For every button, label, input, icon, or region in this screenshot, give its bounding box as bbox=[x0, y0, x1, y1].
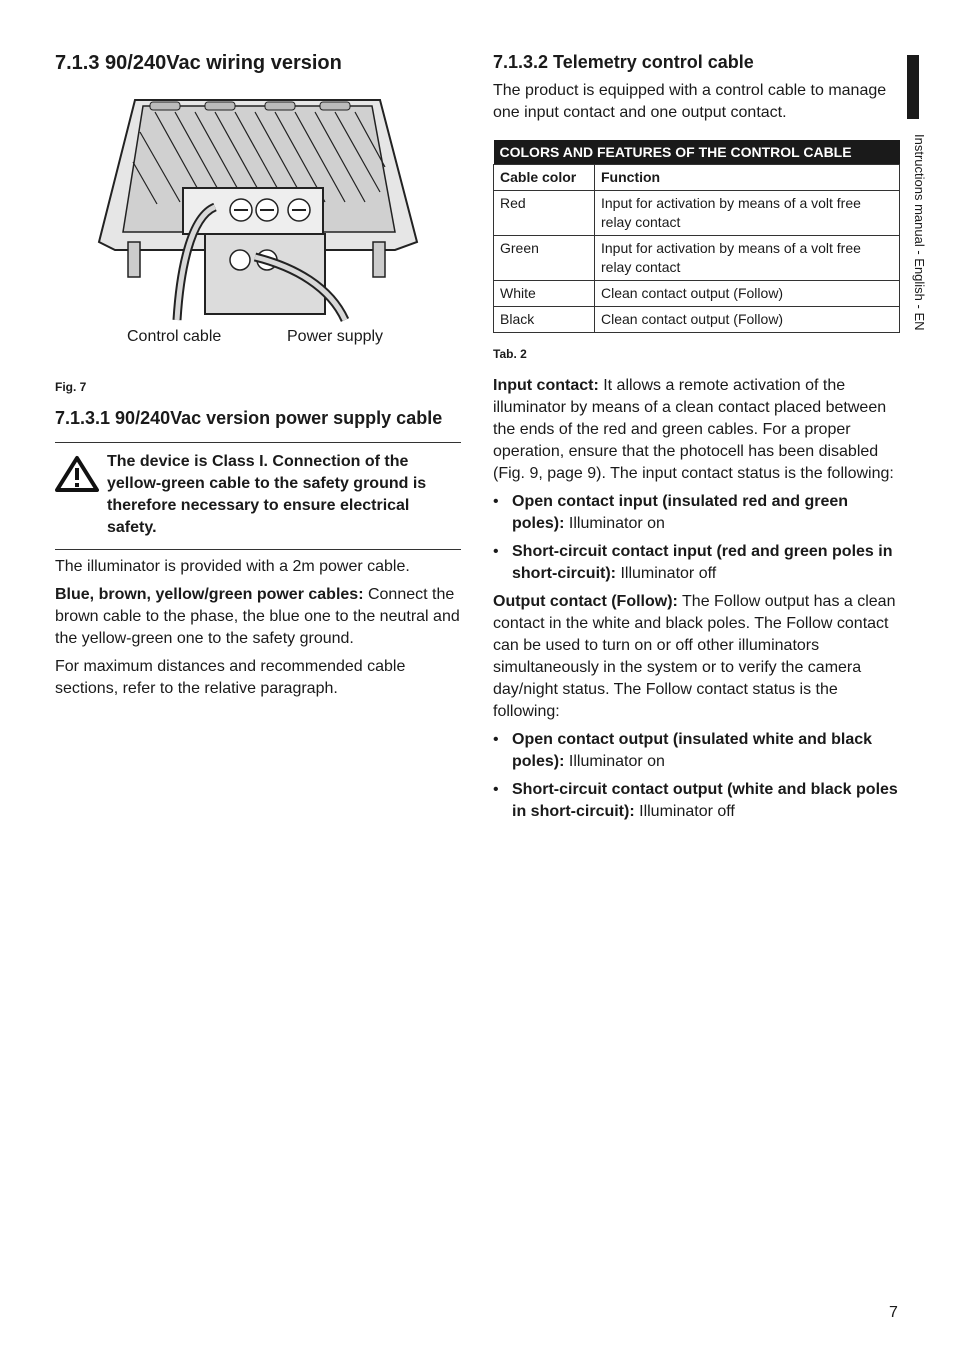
output-contact-text: The Follow output has a clean contact in the white and black poles. The Follow contact can be used to turn on or off other illuminators simultaneously in the system or to verify the camera day/night status. The Follow contact status is the following: bbox=[493, 593, 896, 720]
figure-label: Fig. 7 bbox=[55, 380, 87, 394]
table-header-cable-color: Cable color bbox=[494, 165, 595, 191]
table-row bbox=[494, 236, 900, 281]
input-contact-lead: Input contact: bbox=[493, 377, 599, 394]
table-cell-color: White bbox=[494, 281, 595, 307]
list-item-text: Illuminator on bbox=[564, 515, 665, 532]
section-title-telemetry: 7.1.3.2 Telemetry control cable bbox=[493, 52, 754, 72]
list-item-bold: Short-circuit contact output (white and black poles in short-circuit): bbox=[512, 781, 898, 820]
figure-7 bbox=[55, 92, 461, 352]
paragraph-power-cables bbox=[55, 584, 461, 650]
list-item bbox=[493, 779, 900, 823]
paragraph-max-distances: For maximum distances and recommended cable sections, refer to the relative paragraph. bbox=[55, 658, 406, 697]
section-title-wiring: 7.1.3 90/240Vac wiring version bbox=[55, 52, 342, 74]
paragraph-power-cables-lead: Blue, brown, yellow/green power cables: bbox=[55, 586, 364, 603]
input-contact-list bbox=[493, 491, 900, 585]
output-contact-list bbox=[493, 729, 900, 823]
list-item-bold: Open contact input (insulated red and green poles): bbox=[512, 493, 849, 532]
table-header-function: Function bbox=[595, 165, 900, 191]
table-label: Tab. 2 bbox=[493, 347, 527, 361]
list-item-bold: Open contact output (insulated white and black poles): bbox=[512, 731, 873, 770]
paragraph-input-contact bbox=[493, 375, 900, 485]
bullet: • bbox=[493, 731, 499, 748]
figure-caption-power-supply: Power supply bbox=[287, 328, 384, 345]
control-cable-table bbox=[493, 140, 900, 333]
list-item-text: Illuminator off bbox=[616, 565, 717, 582]
bullet: • bbox=[493, 543, 499, 560]
list-item bbox=[493, 729, 900, 773]
table-cell-function: Input for activation by means of a volt free relay contact bbox=[595, 191, 900, 236]
table-row bbox=[494, 191, 900, 236]
subsection-title-power-cable: 7.1.3.1 90/240Vac version power supply cable bbox=[55, 408, 443, 428]
table-cell-function: Clean contact output (Follow) bbox=[595, 281, 900, 307]
paragraph-power-cable-length: The illuminator is provided with a 2m power cable. bbox=[55, 558, 410, 575]
table-cell-color: Black bbox=[494, 307, 595, 333]
paragraph-power-cables-text: Connect the brown cable to the phase, the blue one to the neutral and the yellow-green one to the safety ground. bbox=[55, 586, 460, 647]
output-contact-lead: Output contact (Follow): bbox=[493, 593, 678, 610]
table-title: COLORS AND FEATURES OF THE CONTROL CABLE bbox=[494, 140, 900, 165]
table-row bbox=[494, 307, 900, 333]
paragraph-output-contact bbox=[493, 591, 900, 723]
table-row bbox=[494, 281, 900, 307]
table-cell-color: Red bbox=[494, 191, 595, 236]
list-item-bold: Short-circuit contact input (red and green poles in short-circuit): bbox=[512, 543, 893, 582]
warning-text: The device is Class I. Connection of the yellow-green cable to the safety ground is therefore necessary to ensure electrical safety. bbox=[107, 453, 427, 536]
bullet: • bbox=[493, 493, 499, 510]
sidebar-manual-label: Instructions manual - English - EN bbox=[912, 134, 927, 331]
warning-triangle-icon bbox=[55, 455, 99, 493]
left-column bbox=[55, 50, 461, 700]
list-item-text: Illuminator on bbox=[564, 753, 665, 770]
sidebar-tab-marker bbox=[907, 55, 919, 119]
list-item-text: Illuminator off bbox=[634, 803, 735, 820]
input-contact-text: It allows a remote activation of the illuminator by means of a clean contact placed between the ends of the red and green cables. For a proper operation, ensure that the photocell has been disabled (Fig. 9, page 9). The input contact status is the following: bbox=[493, 377, 894, 482]
list-item bbox=[493, 491, 900, 535]
list-item bbox=[493, 541, 900, 585]
table-cell-function: Input for activation by means of a volt free relay contact bbox=[595, 236, 900, 281]
illuminator-wiring-drawing bbox=[95, 92, 421, 322]
figure-caption-control-cable: Control cable bbox=[127, 328, 222, 345]
warning-box bbox=[55, 442, 461, 550]
bullet: • bbox=[493, 781, 499, 798]
right-column bbox=[493, 50, 900, 829]
table-cell-function: Clean contact output (Follow) bbox=[595, 307, 900, 333]
telemetry-intro: The product is equipped with a control cable to manage one input contact and one output contact. bbox=[493, 82, 887, 121]
page-number: 7 bbox=[889, 1304, 898, 1321]
table-cell-color: Green bbox=[494, 236, 595, 281]
